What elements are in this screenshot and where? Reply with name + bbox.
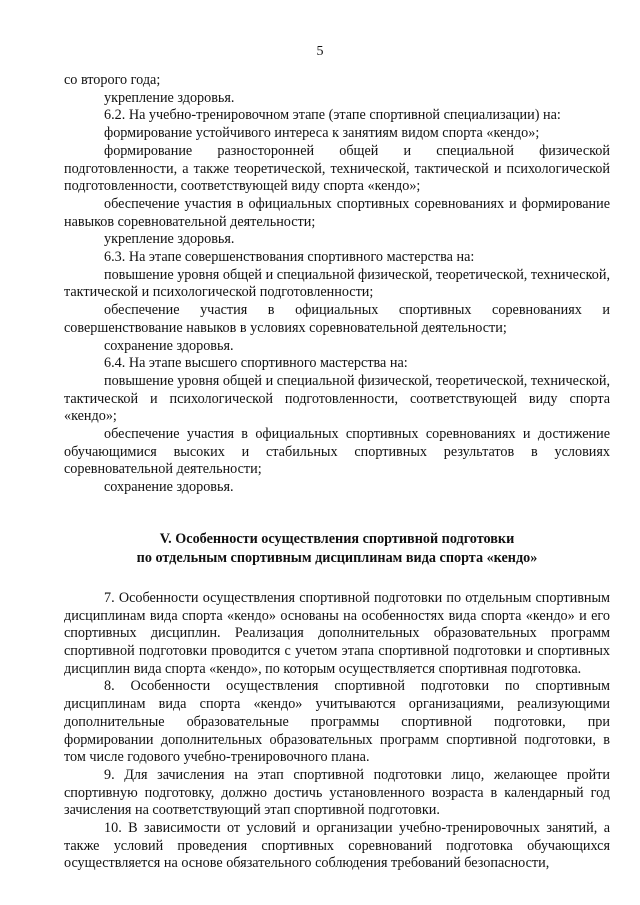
list-item: повышение уровня общей и специальной физической, теоретической, технической, тактической и психологической подготовленности, соответствующей виду спорта «кендо»;	[64, 372, 610, 425]
clause-8: 8. Особенности осуществления спортивной подготовки по спортивным дисциплинам вида спорта «кендо» учитываются организациями, реализующими дополнительные образовательные программы спортивной подготовки, при формировании дополнительных образовательных программ спортивной подготовки, в том числе годового учебно-тренировочного плана.	[64, 678, 610, 766]
clause-9: 9. Для зачисления на этап спортивной подготовки лицо, желающее пройти спортивную подготовку, должно достичь установленного возраста в календарный год зачисления на соответствующий этап спортивной подготовки.	[64, 766, 610, 819]
list-item: обеспечение участия в официальных спортивных соревнованиях и достижение обучающимися высоких и стабильных спортивных результатов в условиях соревновательной деятельности;	[64, 426, 610, 478]
clause-6-4-heading: 6.4. На этапе высшего спортивного мастерства на:	[104, 355, 408, 372]
list-item: формирование устойчивого интереса к занятиям видом спорта «кендо»;	[104, 125, 540, 142]
list-item: обеспечение участия в официальных спортивных соревнованиях и формирование навыков соревновательной деятельности;	[64, 195, 610, 230]
clause-10: 10. В зависимости от условий и организации учебно-тренировочных занятий, а также условий проведения спортивных соревнований подготовка обучающихся осуществляется на основе обязательного соблюдения требований безопасности,	[64, 820, 610, 872]
list-item: формирование разносторонней общей и специальной физической подготовленности, а также теоретической, технической, тактической и психологической подготовленности, соответствующей виду спорта «кендо»;	[64, 142, 610, 195]
clause-7: 7. Особенности осуществления спортивной подготовки по отдельным спортивным дисциплинам вида спорта «кендо» основаны на особенностях вида спорта «кендо» и его спортивных дисциплин. Реализация дополнительных образовательных программ спортивной подготовки проводится с учетом этапа спортивной подготовки и спортивных дисциплин вида спорта «кендо», по которым осуществляется спортивная подготовка.	[64, 589, 610, 677]
list-item: сохранение здоровья.	[104, 337, 234, 354]
section-v-title-line1: V. Особенности осуществления спортивной подготовки	[159, 530, 515, 547]
page-number: 5	[316, 44, 324, 59]
clause-6-2-heading: 6.2. На учебно-тренировочном этапе (этапе спортивной специализации) на:	[104, 107, 561, 124]
section-v-title	[64, 530, 610, 568]
list-item: укрепление здоровья.	[104, 89, 235, 106]
list-item: повышение уровня общей и специальной физической, теоретической, технической, тактической и психологической подготовленности;	[64, 266, 610, 301]
document-body	[64, 72, 610, 873]
section-v-title-line2: по отдельным спортивным дисциплинам вида спорта «кендо»	[136, 549, 538, 566]
continuation-line: со второго года;	[64, 72, 161, 88]
clause-6-3-heading: 6.3. На этапе совершенствования спортивного мастерства на:	[104, 249, 475, 266]
list-item: обеспечение участия в официальных спортивных соревнованиях и совершенствование навыков в условиях соревновательной деятельности;	[64, 302, 610, 336]
list-item: укрепление здоровья.	[104, 231, 235, 248]
list-item: сохранение здоровья.	[104, 479, 234, 496]
